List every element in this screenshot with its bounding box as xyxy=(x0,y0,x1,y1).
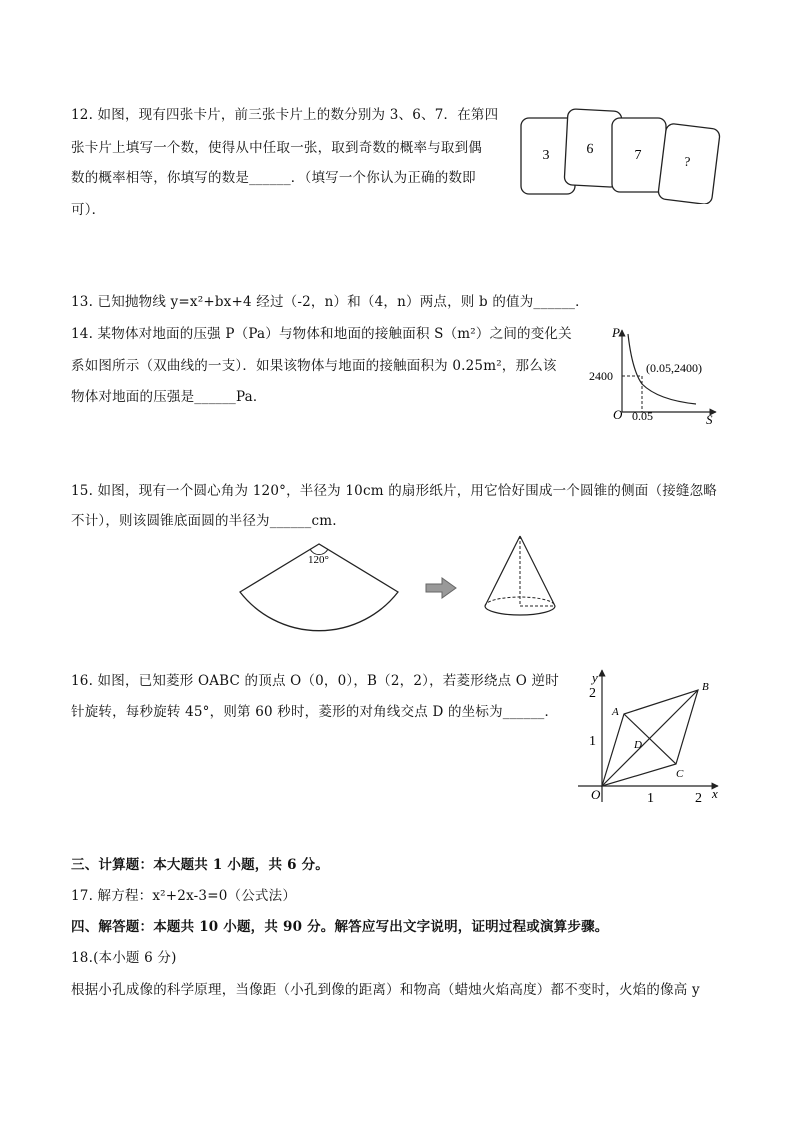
cone-left-edge xyxy=(485,536,520,606)
card-3-value: 7 xyxy=(634,148,642,163)
x-axis-label: x xyxy=(712,786,718,801)
q18-line-1: 根据小孔成像的科学原理，当像距（小孔到像的距离）和物高（蜡烛火焰高度）都不变时，火焰的像高 y xyxy=(71,982,700,998)
y-axis-label: y xyxy=(592,670,598,685)
card-4-value: ? xyxy=(683,153,692,170)
q12-line-2: 张卡片上填写一个数，使得从中任取一张，取到奇数的概率与取到偶 xyxy=(71,140,482,156)
q12-line-4: 可）． xyxy=(71,202,106,218)
q16-line-2: 针旋转，每秒旋转 45°，则第 60 秒时，菱形的对角线交点 D 的坐标为______． xyxy=(71,704,559,720)
s-axis-label: S xyxy=(706,412,713,427)
q16-rhombus-graph xyxy=(574,664,724,809)
y-tick-1: 1 xyxy=(589,734,596,749)
q12-cards-figure xyxy=(514,104,726,204)
q12-line-1: 12. 如图，现有四张卡片，前三张卡片上的数分别为 3、6、7．在第四 xyxy=(71,107,499,123)
cone-base-front xyxy=(485,606,555,615)
vertex-a-label: A xyxy=(612,706,619,718)
x-tick-2: 2 xyxy=(695,791,702,806)
q16-line-1: 16. 如图，已知菱形 OABC 的顶点 O（0，0），B（2，2），若菱形绕点 O 逆时 xyxy=(71,673,559,689)
cone-right-edge xyxy=(520,536,555,606)
q15-line-1: 15. 如图，现有一个圆心角为 120°，半径为 10cm 的扇形纸片，用它恰好围成一个圆锥的侧面（接缝忽略 xyxy=(71,483,717,499)
q15-sector-cone-figure xyxy=(230,530,570,640)
card-1-value: 3 xyxy=(542,148,550,163)
section-3-heading: 三、计算题：本大题共 1 小题，共 6 分。 xyxy=(71,857,329,873)
q13-line: 13. 已知抛物线 y=x²+bx+4 经过（-2，n）和（4，n）两点，则 b 的值为______． xyxy=(71,294,589,310)
q14-pressure-graph xyxy=(588,320,728,428)
q14-line-3: 物体对地面的压强是______Pa． xyxy=(71,389,267,405)
y-tick-2: 2 xyxy=(589,686,596,701)
origin-label: O xyxy=(613,407,623,422)
card-2-value: 6 xyxy=(586,141,594,158)
arrow-icon xyxy=(426,578,456,598)
q12-line-3: 数的概率相等，你填写的数是______．（填写一个你认为正确的数即 xyxy=(71,170,476,186)
vertex-c-label: C xyxy=(676,768,684,780)
section-4-heading: 四、解答题：本题共 10 小题，共 90 分。解答应写出文字说明，证明过程或演算步骤。 xyxy=(71,919,609,935)
q18-title: 18.(本小题 6 分) xyxy=(71,950,177,966)
p-axis-label: P xyxy=(612,325,620,340)
q15-line-2: 不计），则该圆锥底面圆的半径为______cm. xyxy=(71,513,337,529)
q14-line-2: 系如图所示（双曲线的一支）．如果该物体与地面的接触面积为 0.25m²，那么该 xyxy=(71,358,557,374)
vertex-b-label: B xyxy=(702,681,709,693)
x-tick-1: 1 xyxy=(647,791,654,806)
point-d-label: D xyxy=(634,739,642,751)
card-4 xyxy=(658,123,721,204)
origin-o-label: O xyxy=(591,787,601,802)
q14-line-1: 14. 某物体对地面的压强 P（Pa）与物体和地面的接触面积 S（m²）之间的变化关 xyxy=(71,326,572,342)
q17-line: 17. 解方程：x²+2x-3=0（公式法） xyxy=(71,888,297,904)
y-tick-2400: 2400 xyxy=(589,369,613,383)
x-tick-005: 0.05 xyxy=(632,409,653,423)
card-3 xyxy=(612,118,666,192)
angle-label: 120° xyxy=(308,554,329,566)
point-label: (0.05,2400) xyxy=(646,361,702,375)
